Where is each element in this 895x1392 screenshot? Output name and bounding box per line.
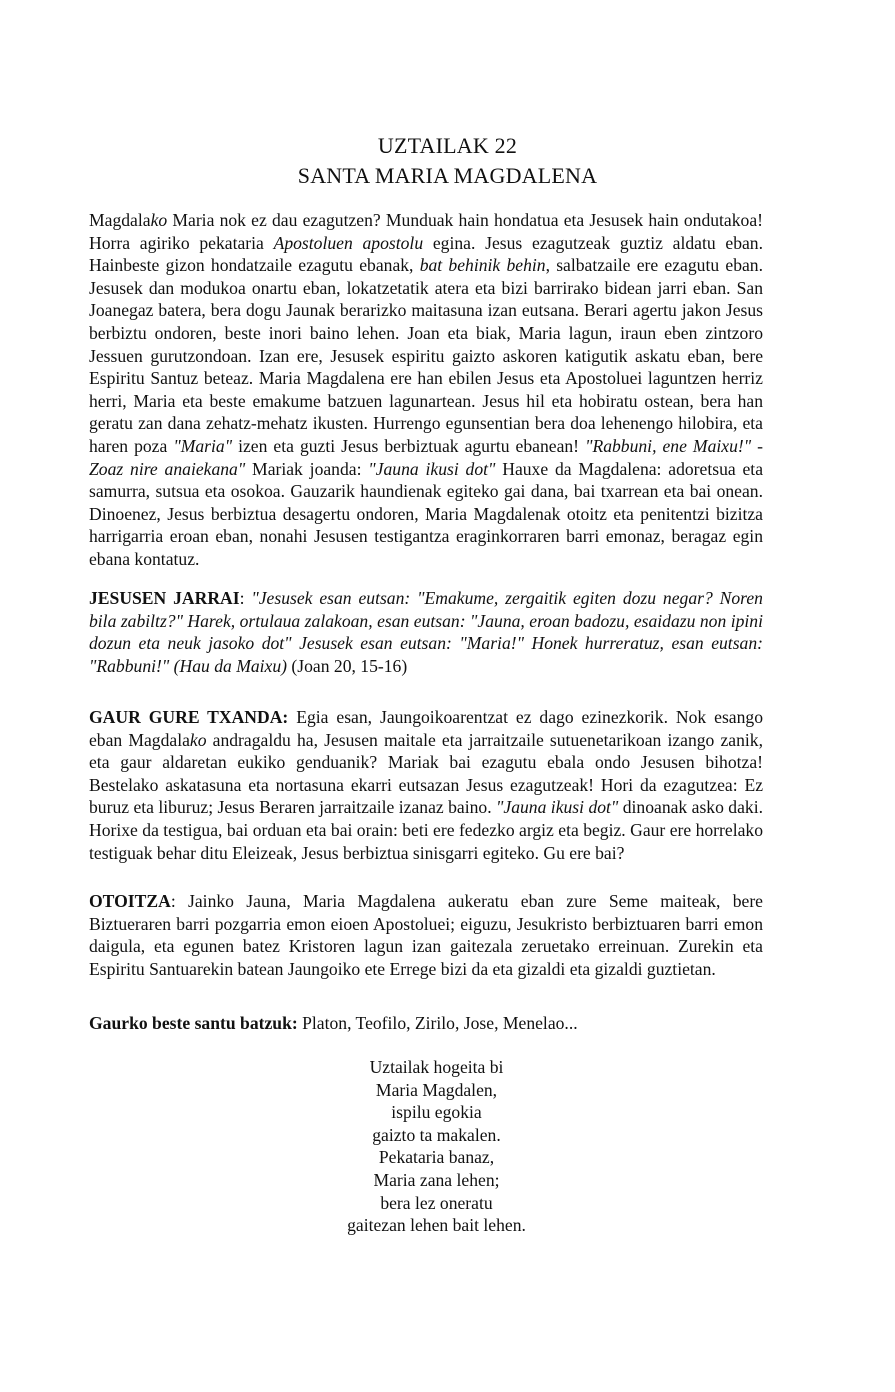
section-label: JESUSEN JARRAI — [89, 588, 240, 608]
feast-date-title: UZTAILAK 22 — [377, 133, 518, 158]
intro-text: egina. Jesus ezagutzeak guztiz aldatu eban. Hainbeste gizon hondatzaile ezagutu ebanak, — [89, 232, 763, 276]
saint-name-title: SANTA MARIA MAGDALENA — [297, 163, 598, 188]
poem-line: ispilu egokia — [391, 1102, 482, 1123]
closing-poem — [300, 1056, 573, 1237]
poem-line: bera lez oneratu — [380, 1192, 493, 1213]
section-emphasis: "Jauna ikusi dot" — [496, 797, 619, 818]
intro-paragraph — [89, 209, 763, 571]
intro-text: Mariak joanda: — [245, 458, 369, 479]
gospel-reference: (Joan 20, 15-16) — [287, 655, 408, 676]
gospel-quote: "Jesusek esan eutsan: "Emakume, zergaitik egiten dozu negar? Noren bila zabiltz?" Harek, ortulaua zalakoan, esan eutsan: "Jauna, eroan badozu, esaidazu non ipini dozun eta neuk jasoko dot" Jesusek esan eutsan: "Maria!" Honek hurreratuz, esan eutsan: "Rabbuni!" (Hau da Maixu) — [89, 588, 763, 676]
section-label: OTOITZA — [89, 891, 171, 911]
intro-emphasis: "Rabbuni, ene Maixu!" -Zoaz nire anaiekana" — [89, 435, 763, 479]
section-text: : — [239, 588, 252, 608]
poem-line: Uztailak hogeita bi — [369, 1057, 504, 1077]
gaur-gure-txanda-section — [89, 706, 763, 864]
poem-line: Maria Magdalen, — [375, 1079, 498, 1100]
poem-line: Maria zana lehen; — [373, 1169, 500, 1190]
saints-list: Platon, Teofilo, Zirilo, Jose, Menelao... — [297, 1013, 578, 1033]
poem-line: gaitezan lehen bait lehen. — [347, 1215, 526, 1236]
intro-emphasis: "Jauna ikusi dot" — [368, 458, 496, 479]
other-saints-section — [89, 1012, 763, 1035]
jesusen-jarrai-section — [89, 587, 763, 677]
section-text: Egia esan, Jaungoikoarentzat ez dago ezinezkorik. Nok esango eban Magdala — [89, 707, 764, 750]
intro-text: Maria nok ez dau ezagutzen? Munduak hain hondatua eta Jesusek hain ondutakoa! Horra agiriko pekataria — [89, 210, 763, 253]
intro-emphasis: Apostoluen apostolu — [273, 232, 424, 253]
poem-line: gaizto ta makalen. — [372, 1124, 501, 1145]
intro-emphasis: ko — [150, 210, 168, 230]
prayer-text: : Jainko Jauna, Maria Magdalena aukeratu eban zure Seme maiteak, bere Biztueraren barri pozgarria emon eioen Apostoluei; eiguzu, Jesukristo berbiztuaren barri emon daigula, eta egunen batez Kristoren lagun izan gaitezala zeruetako erreinuan. Zurekin eta Espiritu Santuarekin batean Jaungoiko ete Errege bizi da eta gizaldi eta gizaldi guztietan. — [89, 891, 763, 979]
poem-line: Pekataria banaz, — [378, 1147, 495, 1168]
intro-text: Magdala — [89, 210, 151, 230]
section-label: Gaurko beste santu batzuk: — [89, 1013, 298, 1033]
intro-text: , salbatzaile ere ezagutu eban. Jesusek dan modukoa onartu eban, lokatzetatik atera eta bizi barrirako bidean jarri eban. San Joanegaz batera, bera dogu Jaunak berarizko maitasuna izan eutsana. Berari agertu jakon Jesus berbiztu ondoren, beste inori baino lehen. Joan eta biak, Maria lagun, iraun eben zintzoro Jessuen gurutzondoan. Izan ere, Jesusek espiritu gaizto askoren katigutik askatu eban, bere Espiritu Santuz beteaz. Maria Magdalena ere han ebilen Jesus eta Apostoluei laguntzen herriz herri, Maria eta beste emakume batzuen lagunartean. Jesus hil eta hobiratu ostean, bera han geratu zan dana zehatz-mehatz ikusten. Hurrengo egunsentian bera doa lehenengo hilobira, eta haren poza — [89, 255, 763, 456]
section-label: GAUR GURE TXANDA: — [89, 707, 289, 727]
section-emphasis: ko — [189, 729, 207, 750]
intro-text: izen eta guzti Jesus berbiztuak agurtu ebanean! — [232, 435, 586, 456]
intro-emphasis: "Maria" — [173, 435, 233, 456]
otoitza-section — [89, 890, 763, 980]
section-text: dinoanak asko daki. Horixe da testigua, bai orduan eta bai orain: beti ere fedezko argiz eta begiz. Gaur ere horrelako testiguak behar ditu Eleizeak, Jesus berbiztua sinisgarri egiteko. Gu ere bai? — [89, 797, 763, 863]
intro-emphasis: bat behinik behin — [419, 255, 546, 276]
section-text: andragaldu ha, Jesusen maitale eta jarraitzaile sutuenetarikoan izango zanik, eta gaur aldaretan eukiko genduanik? Mariak bai ezagutu ebala ondo Jesusen bihotza! Bestelako askatasuna eta nortasuna ekarri eutsazan Jesus ezagutzeak! Hori da ezagutzea: Ez buruz eta liburuz; Jesus Beraren jarraitzaile izanaz baino. — [89, 729, 763, 818]
intro-text: Hauxe da Magdalena: adoretsua eta samurra, sutsua eta osokoa. Gauzarik haundienak egiteko gai dana, bai txarrean eta bai onean. Dinoenez, Jesus berbiztua desagertu ondoren, Maria Magdalenak otoitz eta penitentzi bizitza harrigarria eroan eban, nonahi Jesusen testigantza eraginkorraren barri emonaz, beragaz egin ebana kontatuz. — [89, 458, 764, 569]
